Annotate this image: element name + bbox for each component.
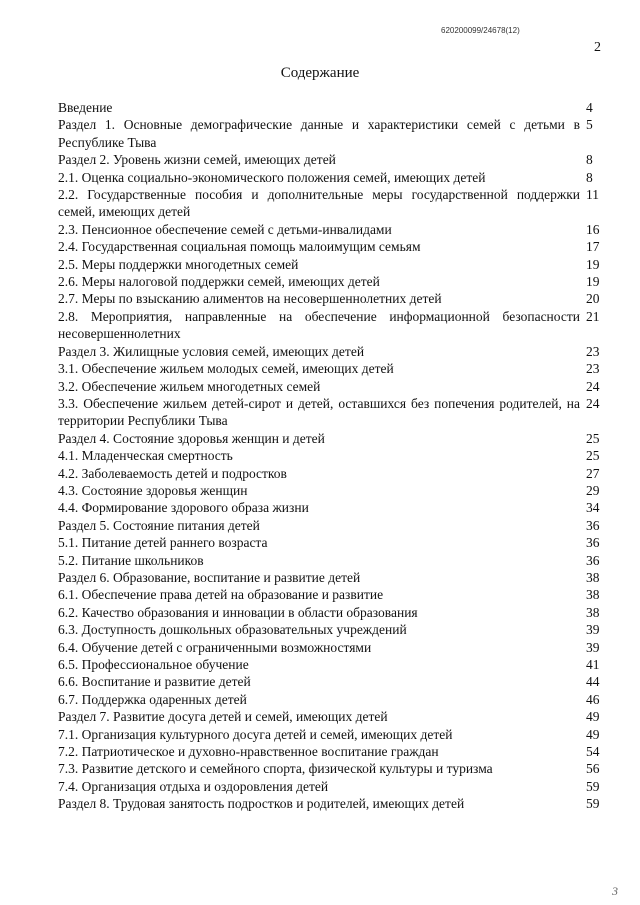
toc-entry-page: 38 <box>586 587 600 603</box>
toc-entry-page: 44 <box>586 674 600 690</box>
toc-entry-title: Раздел 2. Уровень жизни семей, имеющих детей <box>58 152 336 168</box>
toc-entry-page: 56 <box>586 761 600 777</box>
toc-entry-title: Раздел 4. Состояние здоровья женщин и детей <box>58 430 325 446</box>
toc-entry-page: 19 <box>586 256 600 272</box>
toc-entry <box>58 552 610 569</box>
toc-entry-page: 11 <box>586 187 599 203</box>
toc-entry-title: 5.1. Питание детей раннего возраста <box>58 535 268 551</box>
toc-entry-title: 6.4. Обучение детей с ограниченными возможностями <box>58 639 372 655</box>
toc-entry <box>58 395 610 430</box>
page-number: 2 <box>594 40 601 55</box>
toc-entry <box>58 726 610 743</box>
toc-entry <box>58 673 610 690</box>
toc-entry-page: 24 <box>586 395 600 411</box>
toc-entry-page: 39 <box>586 639 600 655</box>
toc-entry-page: 36 <box>586 552 600 568</box>
toc-entry-page: 20 <box>586 291 600 307</box>
toc-entry-title: Раздел 6. Образование, воспитание и развитие детей <box>58 569 361 585</box>
toc-entry-title: 3.1. Обеспечение жильем молодых семей, имеющих детей <box>58 361 394 377</box>
toc-entry-title: 4.1. Младенческая смертность <box>58 448 233 464</box>
page-title: Содержание <box>280 65 360 81</box>
toc-entry-title: 2.4. Государственная социальная помощь малоимущим семьям <box>58 239 421 255</box>
toc-entry-page: 49 <box>586 726 600 742</box>
toc-entry-title: 4.4. Формирование здорового образа жизни <box>58 500 309 516</box>
toc-entry <box>58 308 610 343</box>
toc-entry-page: 36 <box>586 517 600 533</box>
toc-entry-title: Раздел 8. Трудовая занятость подростков и родителей, имеющих детей <box>58 796 465 812</box>
toc-entry-page: 21 <box>586 308 600 324</box>
toc-entry-title: 6.6. Воспитание и развитие детей <box>58 674 251 690</box>
toc-entry-page: 5 <box>586 117 593 133</box>
toc-entry-title: 7.2. Патриотическое и духовно-нравственное воспитание граждан <box>58 744 439 760</box>
toc-entry <box>58 116 610 151</box>
toc-entry-page: 23 <box>586 361 600 377</box>
toc-entry-page: 59 <box>586 778 600 794</box>
toc-entry-page: 38 <box>586 569 600 585</box>
toc-entry <box>58 639 610 656</box>
toc-entry-title: 6.5. Профессиональное обучение <box>58 657 249 672</box>
toc-entry <box>58 517 610 534</box>
toc-entry <box>58 151 610 168</box>
toc-entry-title: 6.2. Качество образования и инновации в области образования <box>58 604 418 620</box>
toc-entry-page: 16 <box>586 221 600 237</box>
toc-entry-page: 29 <box>586 482 600 498</box>
toc-entry-page: 8 <box>586 169 593 185</box>
toc-entry <box>58 691 610 708</box>
toc-entry <box>58 743 610 760</box>
toc-entry <box>58 186 610 221</box>
toc-entry-title: 7.1. Организация культурного досуга детей и семей, имеющих детей <box>58 726 453 742</box>
toc-entry <box>58 343 610 360</box>
toc-entry-page: 25 <box>586 448 600 464</box>
toc-entry <box>58 465 610 482</box>
toc-entry <box>58 430 610 447</box>
handwritten-mark: 3 <box>612 884 618 898</box>
toc-entry-page: 23 <box>586 343 600 359</box>
toc-entry-title: Раздел 3. Жилищные условия семей, имеющих детей <box>58 343 365 359</box>
toc-entry-title: Раздел 5. Состояние питания детей <box>58 517 260 533</box>
toc-entry <box>58 273 610 290</box>
toc-entry-title: 2.6. Меры налоговой поддержки семей, имеющих детей <box>58 274 380 290</box>
table-of-contents <box>58 99 610 813</box>
toc-entry <box>58 795 610 812</box>
toc-entry <box>58 621 610 638</box>
toc-entry <box>58 447 610 464</box>
toc-entry-title: 5.2. Питание школьников <box>58 552 204 568</box>
toc-entry-title: Раздел 1. Основные демографические данные и характеристики семей с детьми в Республике Тыва <box>58 117 580 150</box>
toc-entry-page: 24 <box>586 378 600 394</box>
document-code: 620200099/24678(12) <box>441 26 520 35</box>
toc-entry-title: 2.1. Оценка социально-экономического положения семей, имеющих детей <box>58 169 486 185</box>
toc-entry-page: 25 <box>586 430 600 446</box>
toc-entry <box>58 482 610 499</box>
toc-entry-title: Раздел 7. Развитие досуга детей и семей, имеющих детей <box>58 709 388 725</box>
toc-entry <box>58 534 610 551</box>
toc-entry <box>58 290 610 307</box>
toc-entry-title: 2.8. Мероприятия, направленные на обеспечение информационной безопасности несовершеннолетних <box>58 308 580 342</box>
toc-entry <box>58 569 610 586</box>
toc-entry-title: 7.4. Организация отдыха и оздоровления детей <box>58 778 329 794</box>
toc-entry <box>58 256 610 273</box>
toc-entry-page: 41 <box>586 657 600 672</box>
toc-entry-page: 59 <box>586 796 600 812</box>
toc-entry-title: Введение <box>58 100 113 115</box>
toc-entry <box>58 656 610 673</box>
toc-entry <box>58 238 610 255</box>
toc-entry <box>58 99 610 116</box>
toc-entry-page: 34 <box>586 500 600 516</box>
toc-entry-title: 2.2. Государственные пособия и дополнительные меры государственной поддержки семей, имеющих детей <box>58 187 580 220</box>
toc-entry-title: 2.3. Пенсионное обеспечение семей с детьми-инвалидами <box>58 221 392 237</box>
toc-entry-title: 4.2. Заболеваемость детей и подростков <box>58 465 287 481</box>
toc-entry-title: 3.3. Обеспечение жильем детей-сирот и детей, оставшихся без попечения родителей, на территории Республики Тыва <box>58 395 580 429</box>
toc-entry <box>58 778 610 795</box>
toc-entry-title: 2.7. Меры по взысканию алиментов на несовершеннолетних детей <box>58 291 442 307</box>
toc-entry-title: 4.3. Состояние здоровья женщин <box>58 482 248 498</box>
toc-entry-title: 6.7. Поддержка одаренных детей <box>58 691 247 707</box>
toc-entry <box>58 499 610 516</box>
toc-entry <box>58 708 610 725</box>
toc-entry-title: 7.3. Развитие детского и семейного спорта, физической культуры и туризма <box>58 761 493 777</box>
toc-entry-page: 17 <box>586 239 600 255</box>
toc-entry-page: 46 <box>586 691 600 707</box>
toc-entry <box>58 760 610 777</box>
toc-entry-title: 6.3. Доступность дошкольных образовательных учреждений <box>58 622 407 638</box>
toc-entry <box>58 586 610 603</box>
toc-entry-page: 19 <box>586 274 600 290</box>
toc-entry-page: 54 <box>586 744 600 760</box>
toc-entry-page: 49 <box>586 709 600 725</box>
toc-entry-title: 2.5. Меры поддержки многодетных семей <box>58 256 299 272</box>
toc-entry-page: 36 <box>586 535 600 551</box>
toc-entry <box>58 360 610 377</box>
toc-entry <box>58 169 610 186</box>
toc-entry <box>58 378 610 395</box>
toc-entry <box>58 604 610 621</box>
toc-entry-page: 27 <box>586 465 600 481</box>
toc-entry-page: 4 <box>586 100 593 115</box>
toc-entry-title: 3.2. Обеспечение жильем многодетных семей <box>58 378 321 394</box>
toc-entry-title: 6.1. Обеспечение права детей на образование и развитие <box>58 587 384 603</box>
toc-entry-page: 38 <box>586 604 600 620</box>
toc-entry-page: 8 <box>586 152 593 168</box>
toc-entry <box>58 221 610 238</box>
toc-entry-page: 39 <box>586 622 600 638</box>
